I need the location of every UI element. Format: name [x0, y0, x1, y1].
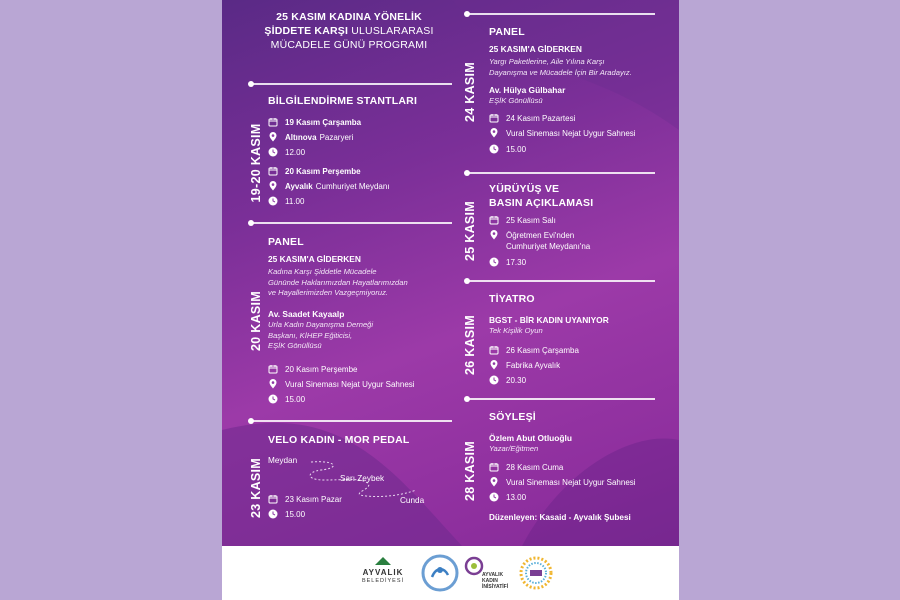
panel20-subtitle: 25 KASIM'A GİDERKEN [268, 254, 361, 264]
calendar-icon [268, 364, 278, 374]
location-pin-icon [268, 132, 278, 142]
partner-logo-dotted-circle [516, 553, 556, 593]
blue-circle-emblem-icon [420, 553, 460, 593]
women-initiative-emblem-icon [464, 556, 484, 576]
calendar-icon [268, 117, 278, 127]
panel24-heading: PANEL [489, 26, 525, 38]
tiyatro-place: Fabrika Ayvalık [489, 360, 560, 370]
panel24-description: Yargı Paketlerine, Aile Yılına Karşı Dayanışma ve Mücadele İçin Bir Aradayız. [489, 57, 632, 77]
separator-line [465, 280, 655, 282]
stant-day2-place: Ayvalık Cumhuriyet Meydanı [268, 181, 390, 191]
panel20-speaker-role: Urla Kadın Dayanışma Derneği Başkanı, KİHEP Eğiticisi, EŞİK Gönüllüsü [268, 320, 374, 350]
calendar-icon [268, 494, 278, 504]
clock-icon [489, 375, 499, 385]
location-pin-icon [489, 477, 499, 487]
calendar-icon [489, 113, 499, 123]
panel20-time: 15.00 [268, 394, 305, 404]
organizer-credit: Düzenleyen: Kasaid - Ayvalık Şubesi [489, 513, 631, 522]
panel20-date: 20 Kasım Perşembe [268, 364, 357, 374]
clock-icon [268, 147, 278, 157]
clock-icon [268, 196, 278, 206]
municipality-emblem-icon [374, 556, 392, 566]
stant-day1-place: Altınova Pazaryeri [268, 132, 353, 142]
calendar-icon [489, 215, 499, 225]
clock-icon [489, 492, 499, 502]
velo-heading: VELO KADIN - MOR PEDAL [268, 434, 410, 446]
panel20-place: Vural Sineması Nejat Uygur Sahnesi [268, 379, 415, 389]
velo-stop-sari-zeybek: Sarı Zeybek [340, 474, 385, 483]
calendar-icon [489, 345, 499, 355]
panel24-subtitle: 25 KASIM'A GİDERKEN [489, 44, 582, 54]
soylesi-heading: SÖYLEŞİ [489, 411, 536, 423]
calendar-icon [268, 166, 278, 176]
velo-stop-cunda: Cunda [400, 496, 425, 505]
separator-line [465, 13, 655, 15]
date-label-19-20: 19-20 KASIM [249, 123, 263, 203]
velo-date: 23 Kasım Pazar [268, 494, 342, 504]
ayvalik-kadin-inisiyatifi-logo: AYVALIK KADIN İNİSİYATİFİ [464, 554, 514, 594]
clock-icon [268, 509, 278, 519]
soylesi-date: 28 Kasım Cuma [489, 462, 563, 472]
title-line-1: 25 KASIM KADINA YÖNELİK [276, 11, 422, 23]
stant-day2-time: 11.00 [268, 196, 304, 206]
clock-icon [268, 394, 278, 404]
panel24-time: 15.00 [489, 144, 526, 154]
soylesi-place: Vural Sineması Nejat Uygur Sahnesi [489, 477, 636, 487]
location-pin-icon [489, 360, 499, 370]
tiyatro-description: Tek Kişilik Oyun [489, 326, 543, 335]
location-pin-icon [268, 181, 278, 191]
yuruyus-heading-2: BASIN AÇIKLAMASI [489, 197, 594, 209]
yuruyus-heading-1: YÜRÜYÜŞ VE [489, 183, 560, 195]
location-pin-icon [489, 230, 499, 240]
panel24-speaker: Av. Hülya Gülbahar [489, 85, 566, 95]
panel20-speaker: Av. Saadet Kayaalp [268, 309, 345, 319]
yuruyus-place: Öğretmen Evi'nden [489, 230, 574, 240]
soylesi-speaker-role: Yazar/Eğitmen [489, 444, 539, 453]
panel20-description: Kadına Karşı Şiddetle Mücadele Gününde Haklarımızdan Hayatlarımızdan ve Hayallerimizden Vazgeçmiyoruz. [268, 267, 408, 297]
program-poster [222, 0, 679, 600]
sponsor-footer [222, 546, 679, 600]
panel24-speaker-role: EŞİK Gönüllüsü [489, 96, 543, 105]
date-label-20: 20 KASIM [249, 290, 263, 352]
tiyatro-date: 26 Kasım Çarşamba [489, 345, 579, 355]
location-pin-icon [489, 128, 499, 138]
clock-icon [489, 144, 499, 154]
separator-line [465, 398, 655, 400]
separator-line [465, 172, 655, 174]
separator-line [249, 83, 452, 85]
location-pin-icon [268, 379, 278, 389]
panel24-place: Vural Sineması Nejat Uygur Sahnesi [489, 128, 636, 138]
ayvalik-belediyesi-logo: AYVALIK BELEDİYESİ [354, 556, 412, 592]
date-label-23: 23 KASIM [249, 457, 263, 519]
title-line-3: MÜCADELE GÜNÜ PROGRAMI [270, 39, 428, 51]
tiyatro-time: 20.30 [489, 375, 526, 385]
yuruyus-place-line2: Cumhuriyet Meydanı'na [506, 242, 591, 251]
calendar-icon [489, 462, 499, 472]
date-label-28: 28 KASIM [463, 440, 477, 502]
date-label-25: 25 KASIM [463, 200, 477, 262]
poster-title [244, 10, 454, 52]
date-label-24: 24 KASIM [463, 61, 477, 123]
dotted-circle-emblem-icon [516, 553, 556, 593]
soylesi-time: 13.00 [489, 492, 526, 502]
clock-icon [489, 257, 499, 267]
stant-day2-date: 20 Kasım Perşembe [268, 166, 364, 176]
date-label-26: 26 KASIM [463, 314, 477, 376]
stant-day1-date: 19 Kasım Çarşamba [268, 117, 364, 127]
stant-day1-time: 12.00 [268, 147, 305, 157]
panel20-heading: PANEL [268, 236, 304, 248]
tiyatro-subtitle: BGST - BİR KADIN UYANIYOR [489, 315, 609, 325]
soylesi-speaker: Özlem Abut Otluoğlu [489, 433, 572, 443]
separator-line [249, 222, 452, 224]
panel24-date: 24 Kasım Pazartesi [489, 113, 575, 123]
yuruyus-time: 17.30 [489, 257, 526, 267]
velo-time: 15.00 [268, 509, 305, 519]
velo-stop-meydan: Meydan [268, 456, 298, 465]
separator-line [249, 420, 452, 422]
tiyatro-heading: TİYATRO [489, 293, 535, 305]
title-line-2: ŞİDDETE KARŞI ULUSLARARASI [264, 25, 434, 37]
partner-logo-blue-circle [420, 553, 460, 593]
yuruyus-date: 25 Kasım Salı [489, 215, 556, 225]
stant-heading: BİLGİLENDİRME STANTLARI [268, 95, 418, 107]
